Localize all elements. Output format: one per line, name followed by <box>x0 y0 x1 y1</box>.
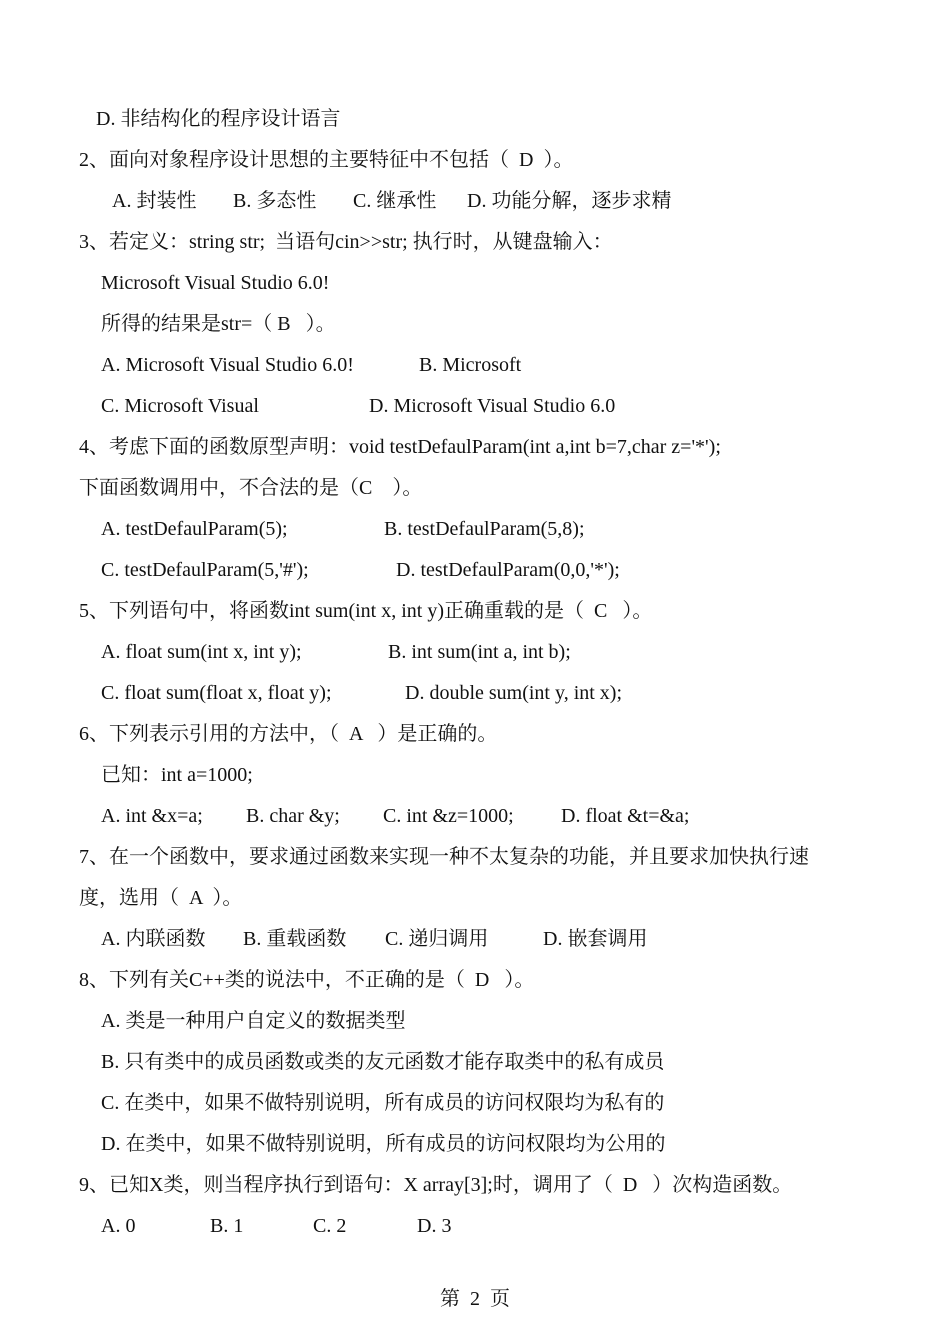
q9-question: 9、已知X类，则当程序执行到语句：X array[3];时，调用了（ D ）次构造函数。 <box>79 1174 793 1196</box>
q2-option-c: C. 继承性 <box>353 190 437 212</box>
q3-question: 3、若定义：string str; 当语句cin>>str; 执行时，从键盘输入： <box>79 231 613 253</box>
q6-option-c: C. int &z=1000; <box>383 805 514 827</box>
q5-option-d: D. double sum(int y, int x); <box>405 682 623 704</box>
q6-given: 已知：int a=1000; <box>101 764 253 786</box>
q6-option-d: D. float &t=&a; <box>561 805 690 827</box>
q8-option-d: D. 在类中，如果不做特别说明，所有成员的访问权限均为公用的 <box>101 1133 666 1155</box>
q4-option-d: D. testDefaulParam(0,0,'*'); <box>396 559 620 581</box>
q4-option-a: A. testDefaulParam(5); <box>101 518 288 540</box>
q4-option-b: B. testDefaulParam(5,8); <box>384 518 585 540</box>
page-number: 第 2 页 <box>440 1288 510 1310</box>
q3-result: 所得的结果是str=（ B ）。 <box>101 313 336 335</box>
q5-option-c: C. float sum(float x, float y); <box>101 682 332 704</box>
q3-input-text: Microsoft Visual Studio 6.0! <box>101 272 330 294</box>
q8-option-b: B. 只有类中的成员函数或类的友元函数才能存取类中的私有成员 <box>101 1051 665 1073</box>
q8-option-c: C. 在类中，如果不做特别说明，所有成员的访问权限均为私有的 <box>101 1092 665 1114</box>
q1-option-d: D. 非结构化的程序设计语言 <box>96 108 341 130</box>
q6-option-a: A. int &x=a; <box>101 805 203 827</box>
q7-option-a: A. 内联函数 <box>101 928 206 950</box>
q3-option-d: D. Microsoft Visual Studio 6.0 <box>369 395 616 417</box>
q5-question: 5、下列语句中，将函数int sum(int x, int y)正确重载的是（ C ）。 <box>79 600 653 622</box>
q9-option-c: C. 2 <box>313 1215 347 1237</box>
q6-question: 6、下列表示引用的方法中，（ A ）是正确的。 <box>79 723 498 745</box>
q4-question-cont: 下面函数调用中，不合法的是（C ）。 <box>79 477 423 499</box>
q2-option-b: B. 多态性 <box>233 190 317 212</box>
q3-option-c: C. Microsoft Visual <box>101 395 259 417</box>
q7-option-d: D. 嵌套调用 <box>543 928 648 950</box>
q4-question: 4、考虑下面的函数原型声明：void testDefaulParam(int a,int b=7,char z='*'); <box>79 436 721 458</box>
q9-option-a: A. 0 <box>101 1215 136 1237</box>
q5-option-a: A. float sum(int x, int y); <box>101 641 302 663</box>
q8-question: 8、下列有关C++类的说法中，不正确的是（ D ）。 <box>79 969 535 991</box>
q2-option-a: A. 封装性 <box>112 190 197 212</box>
q2-question: 2、面向对象程序设计思想的主要特征中不包括（ D ）。 <box>79 149 574 171</box>
q7-question: 7、在一个函数中，要求通过函数来实现一种不太复杂的功能，并且要求加快执行速 <box>79 846 809 868</box>
q8-option-a: A. 类是一种用户自定义的数据类型 <box>101 1010 406 1032</box>
q6-option-b: B. char &y; <box>246 805 340 827</box>
q9-option-b: B. 1 <box>210 1215 244 1237</box>
q7-option-c: C. 递归调用 <box>385 928 489 950</box>
q3-option-a: A. Microsoft Visual Studio 6.0! <box>101 354 354 376</box>
q7-option-b: B. 重载函数 <box>243 928 347 950</box>
q7-question-cont: 度，选用（ A ）。 <box>79 887 243 909</box>
q9-option-d: D. 3 <box>417 1215 452 1237</box>
q4-option-c: C. testDefaulParam(5,'#'); <box>101 559 309 581</box>
q2-option-d: D. 功能分解，逐步求精 <box>467 190 672 212</box>
q5-option-b: B. int sum(int a, int b); <box>388 641 571 663</box>
q3-option-b: B. Microsoft <box>419 354 522 376</box>
